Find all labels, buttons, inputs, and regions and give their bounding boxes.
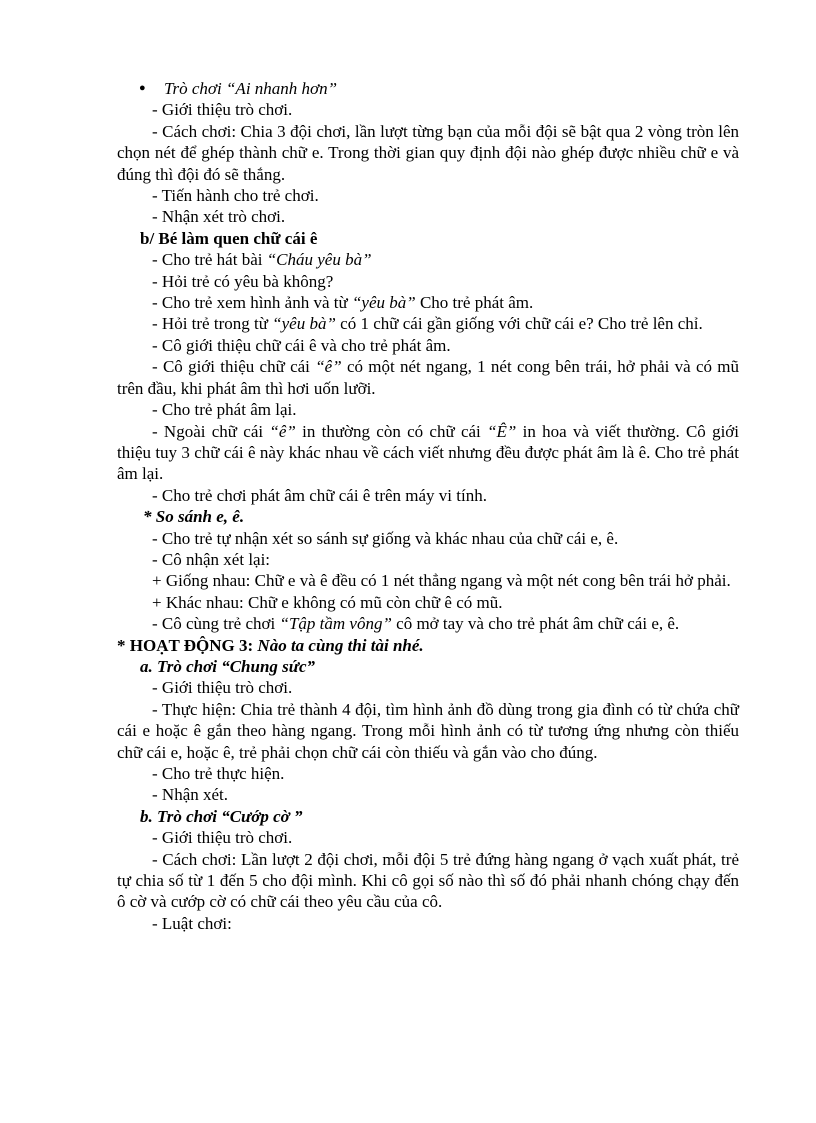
paragraph bbox=[117, 292, 739, 313]
paragraph bbox=[117, 613, 739, 634]
letter: “ê” bbox=[269, 421, 296, 441]
game-title: Trò chơi “Ai nhanh hơn” bbox=[164, 79, 338, 98]
section-heading: b/ Bé làm quen chữ cái ê bbox=[140, 228, 318, 248]
paragraph: - Luật chơi: bbox=[152, 913, 232, 933]
game-heading-ai-nhanh-hon bbox=[117, 78, 739, 99]
text: có 1 chữ cái gần giống với chữ cái e? Cho trẻ lên chỉ. bbox=[335, 314, 703, 334]
paragraph: - Cách chơi: Chia 3 đội chơi, lần lượt từng bạn của mỗi đội sẽ bật qua 2 vòng tròn lên chọn nét để ghép thành chữ e. Trong thời gian quy định đội nào ghép được nhiều chữ e và đúng thì đội đó sẽ thắng. bbox=[117, 121, 739, 184]
paragraph bbox=[117, 421, 739, 485]
paragraph: - Thực hiện: Chia trẻ thành 4 đội, tìm hình ảnh đồ dùng trong gia đình có từ chứa chữ cái e hoặc ê gắn theo hàng ngang. Trong mỗi hình ảnh có từ tương ứng nhưng còn thiếu chữ cái e, hoặc ê, trẻ phải chọn chữ cái còn thiếu và gắn vào cho đúng. bbox=[117, 699, 739, 762]
paragraph: - Cho trẻ chơi phát âm chữ cái ê trên máy vi tính. bbox=[152, 485, 487, 505]
paragraph: + Giống nhau: Chữ e và ê đều có 1 nét thẳng ngang và một nét cong bên trái hở phải. bbox=[152, 571, 731, 591]
text: cô mở tay và cho trẻ phát âm chữ cái e, ê. bbox=[391, 614, 680, 634]
section-heading: a. Trò chơi “Chung sức” bbox=[140, 656, 316, 676]
text: - Hỏi trẻ trong từ bbox=[152, 314, 273, 334]
text: - Cô cùng trẻ chơi bbox=[152, 614, 280, 634]
section-heading: * So sánh e, ê. bbox=[143, 507, 245, 527]
text: có một nét ngang, 1 nét cong bên trái, hở phải và có mũ trên đầu, khi phát âm thì hơi uốn lưỡi. bbox=[117, 357, 739, 398]
letter: “ê” bbox=[315, 357, 342, 377]
text: - Cho trẻ xem hình ảnh và từ bbox=[152, 293, 352, 313]
bullet-icon: ● bbox=[139, 82, 146, 94]
paragraph bbox=[117, 356, 739, 399]
paragraph: - Cô nhận xét lại: bbox=[152, 549, 271, 569]
text: Cho trẻ phát âm. bbox=[415, 293, 534, 313]
paragraph: - Giới thiệu trò chơi. bbox=[152, 828, 293, 848]
paragraph: - Cách chơi: Lần lượt 2 đội chơi, mỗi đội 5 trẻ đứng hàng ngang ở vạch xuất phát, trẻ tự chia số từ 1 đến 5 cho đội mình. Khi cô gọi số nào thì số đó phải nhanh chóng chạy đến ô cờ và cướp cờ có chữ cái theo yêu cầu của cô. bbox=[117, 849, 739, 912]
paragraph: - Nhận xét trò chơi. bbox=[152, 207, 286, 227]
paragraph: - Giới thiệu trò chơi. bbox=[152, 678, 293, 698]
paragraph: - Hỏi trẻ có yêu bà không? bbox=[152, 271, 334, 291]
paragraph: - Giới thiệu trò chơi. bbox=[152, 100, 293, 120]
paragraph: - Nhận xét. bbox=[152, 785, 229, 805]
text: Nào ta cùng thi tài nhé. bbox=[257, 635, 424, 655]
paragraph bbox=[117, 249, 739, 270]
paragraph: - Cho trẻ tự nhận xét so sánh sự giống và khác nhau của chữ cái e, ê. bbox=[152, 528, 619, 548]
text: * HOẠT ĐỘNG 3: bbox=[117, 635, 258, 655]
text: - Ngoài chữ cái bbox=[152, 421, 270, 441]
text: - Cho trẻ hát bài bbox=[152, 250, 267, 270]
text: - Cô giới thiệu chữ cái bbox=[152, 357, 316, 377]
word: “yêu bà” bbox=[351, 293, 416, 313]
paragraph: - Cho trẻ thực hiện. bbox=[152, 764, 285, 783]
letter: “Ê” bbox=[487, 421, 517, 441]
section-heading: b. Trò chơi “Cướp cờ ” bbox=[140, 806, 303, 826]
game-name: “Tập tầm vông” bbox=[279, 614, 392, 634]
paragraph: - Tiến hành cho trẻ chơi. bbox=[152, 186, 319, 206]
paragraph: - Cho trẻ phát âm lại. bbox=[152, 400, 297, 420]
word: “yêu bà” bbox=[272, 314, 336, 334]
paragraph: + Khác nhau: Chữ e không có mũ còn chữ ê có mũ. bbox=[152, 592, 503, 612]
activity-heading bbox=[117, 635, 739, 656]
text: in thường còn có chữ cái bbox=[295, 421, 488, 441]
paragraph bbox=[117, 313, 739, 334]
song-title: “Cháu yêu bà” bbox=[266, 250, 372, 270]
text: in hoa và viết thường. Cô giới thiệu tuy 3 chữ cái ê này khác nhau về cách viết nhưng đều được phát âm là ê. Cho trẻ phát âm lại. bbox=[117, 421, 740, 484]
paragraph: - Cô giới thiệu chữ cái ê và cho trẻ phát âm. bbox=[152, 335, 451, 355]
document-body bbox=[117, 78, 739, 934]
